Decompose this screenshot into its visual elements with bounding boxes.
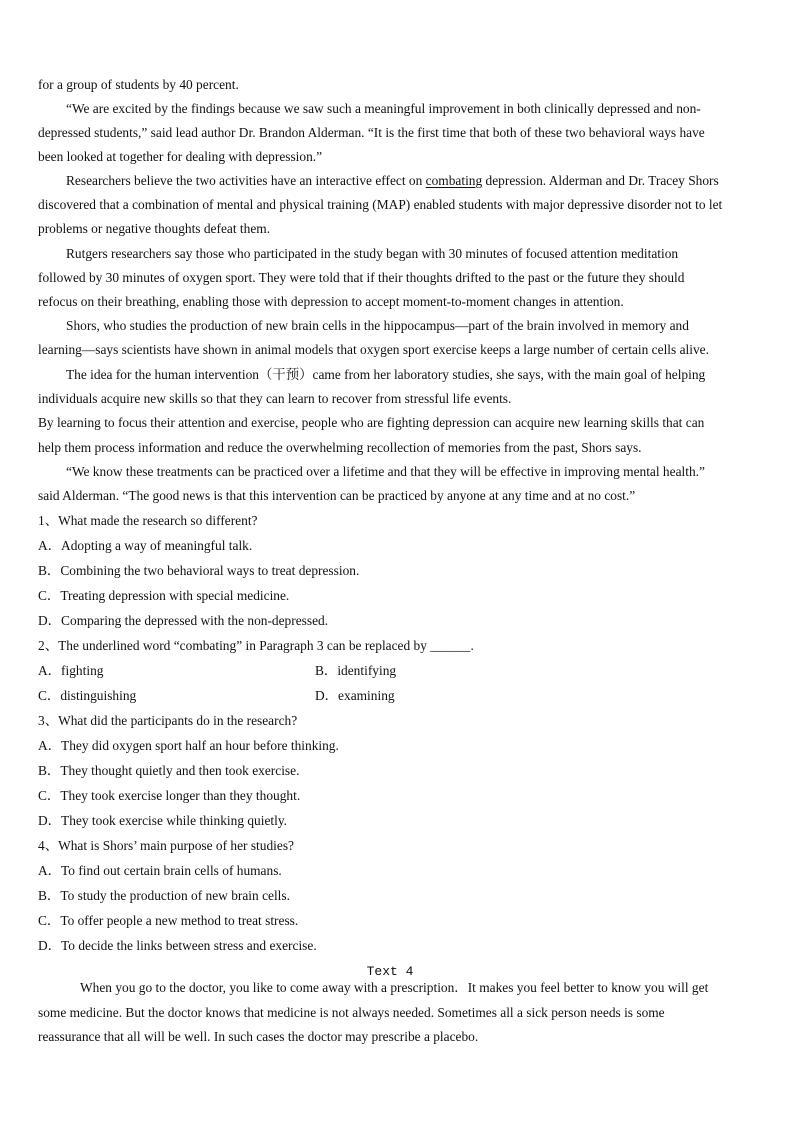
question-1-option-c: C．Treating depression with special medicine. — [38, 588, 290, 603]
passage-line: When you go to the doctor, you like to come away with a prescription．It makes you feel better to know you will get — [80, 980, 709, 995]
question-4-option-d: D．To decide the links between stress and exercise. — [38, 938, 317, 953]
passage-line: “We are excited by the findings because we saw such a meaningful improvement in both clinically depressed and non- — [66, 101, 701, 116]
passage-line: discovered that a combination of mental and physical training (MAP) enabled students with major depressive disorder not to let — [38, 197, 723, 212]
passage-line: individuals acquire new skills so that they can learn to recover from stressful life events. — [38, 391, 512, 406]
question-3-option-a: A．They did oxygen sport half an hour before thinking. — [38, 738, 339, 753]
passage-line: problems or negative thoughts defeat them. — [38, 221, 271, 236]
passage-line: The idea for the human intervention（干预）came from her laboratory studies, she says, with the main goal of helping — [66, 367, 706, 382]
passage-line: said Alderman. “The good news is that this intervention can be practiced by anyone at any time and at no cost.” — [38, 488, 636, 503]
question-1-option-a: A．Adopting a way of meaningful talk. — [38, 538, 253, 553]
question-3-option-b: B．They thought quietly and then took exercise. — [38, 763, 300, 778]
underlined-word-combating: combating — [425, 173, 483, 188]
passage-line: for a group of students by 40 percent. — [38, 77, 239, 92]
question-1-option-b: B．Combining the two behavioral ways to treat depression. — [38, 563, 360, 578]
question-2-stem: 2、The underlined word “combating” in Paragraph 3 can be replaced by ______. — [38, 638, 474, 653]
passage-line: By learning to focus their attention and exercise, people who are fighting depression can acquire new learning skills that can — [38, 415, 705, 430]
passage-line: learning—says scientists have shown in animal models that oxygen sport exercise keeps a large number of certain cells alive. — [38, 342, 709, 357]
passage-line: Shors, who studies the production of new brain cells in the hippocampus—part of the brain involved in memory and — [66, 318, 689, 333]
section-title-text-4: Text 4 — [366, 964, 414, 979]
question-3-stem: 3、What did the participants do in the research? — [38, 713, 298, 728]
question-2-option-b: B．identifying — [315, 663, 397, 678]
passage-line: been looked at together for dealing with depression.” — [38, 149, 323, 164]
question-2-option-d: D．examining — [315, 688, 395, 703]
passage-line: some medicine. But the doctor knows that medicine is not always needed. Sometimes all a sick person needs is some — [38, 1005, 665, 1020]
passage-line — [66, 173, 719, 189]
passage-text: Researchers believe the two activities have an interactive effect on — [66, 173, 426, 188]
passage-text: depression. Alderman and Dr. Tracey Shors — [482, 173, 719, 188]
question-4-stem: 4、What is Shors’ main purpose of her studies? — [38, 838, 294, 853]
question-3-option-c: C．They took exercise longer than they thought. — [38, 788, 301, 803]
passage-line: reassurance that all will be well. In such cases the doctor may prescribe a placebo. — [38, 1029, 479, 1044]
passage-line: refocus on their breathing, enabling those with depression to accept moment-to-moment changes in attention. — [38, 294, 624, 309]
question-2-option-a: A．fighting — [38, 663, 104, 678]
question-4-option-b: B．To study the production of new brain cells. — [38, 888, 290, 903]
question-3-option-d: D．They took exercise while thinking quietly. — [38, 813, 288, 828]
passage-line: “We know these treatments can be practiced over a lifetime and that they will be effective in improving mental health.” — [66, 464, 705, 479]
question-1-option-d: D．Comparing the depressed with the non-depressed. — [38, 613, 329, 628]
question-4-option-c: C．To offer people a new method to treat stress. — [38, 913, 299, 928]
passage-line: Rutgers researchers say those who participated in the study began with 30 minutes of focused attention meditation — [66, 246, 679, 261]
question-2-option-c: C．distinguishing — [38, 688, 137, 703]
question-1-stem: 1、What made the research so different? — [38, 513, 258, 528]
passage-line: followed by 30 minutes of oxygen sport. They were told that if their thoughts drifted to the past or the future they should — [38, 270, 685, 285]
passage-line: depressed students,” said lead author Dr. Brandon Alderman. “It is the first time that both of these two behavioral ways have — [38, 125, 705, 140]
question-4-option-a: A．To find out certain brain cells of humans. — [38, 863, 282, 878]
passage-line: help them process information and reduce the overwhelming recollection of memories from the past, Shors says. — [38, 440, 642, 455]
